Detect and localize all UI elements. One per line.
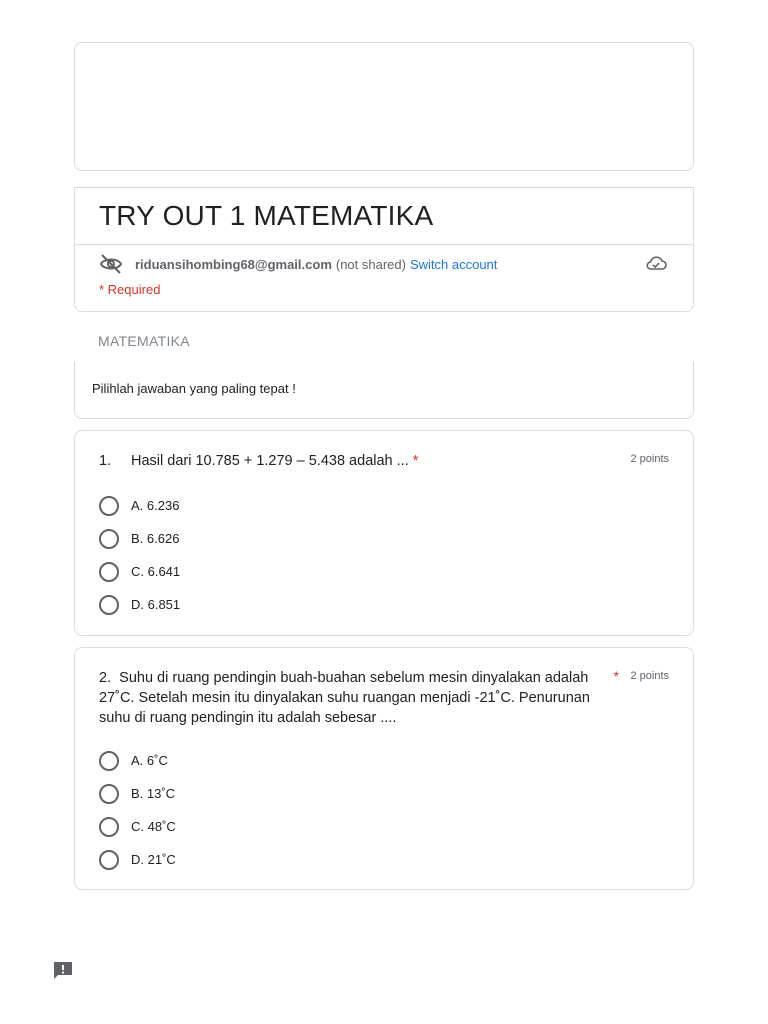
radio-option[interactable] — [99, 522, 180, 555]
question-number: 1. — [99, 453, 112, 469]
radio-button[interactable] — [99, 751, 119, 771]
account-email: riduansihombing68@gmail.com — [135, 256, 332, 272]
question-title — [99, 668, 609, 728]
question-text: Suhu di ruang pendingin buah-buahan sebelum mesin dinyalakan adalah 27˚C. Setelah mesin itu dinyalakan suhu ruangan menjadi -21˚C. Penurunan suhu di ruang pendingin itu adalah sebesar .... — [99, 670, 590, 726]
required-note: * Required — [99, 282, 161, 297]
radio-option-label: B. 13˚C — [131, 786, 176, 801]
radio-option[interactable] — [99, 810, 176, 843]
not-shared-note: (not shared) — [335, 256, 406, 272]
radio-button[interactable] — [99, 496, 119, 516]
required-star: * — [412, 453, 419, 469]
radio-option-label: C. 6.641 — [131, 564, 181, 579]
radio-option-label: D. 6.851 — [131, 597, 181, 612]
radio-option[interactable] — [99, 489, 180, 522]
radio-option-label: D. 21˚C — [131, 852, 176, 867]
radio-option-label: A. 6˚C — [131, 753, 168, 768]
question-text: Hasil dari 10.785 + 1.279 – 5.438 adalah ... — [131, 453, 409, 469]
section-title: MATEMATIKA — [98, 333, 190, 349]
form-title: TRY OUT 1 MATEMATIKA — [99, 200, 434, 231]
radio-option[interactable] — [99, 744, 176, 777]
radio-button[interactable] — [99, 817, 119, 837]
question-points: 2 points — [630, 453, 669, 465]
section-description-card — [74, 362, 694, 419]
cloud-check-icon — [645, 254, 667, 272]
radio-option-label: A. 6.236 — [131, 498, 180, 513]
section-description: Pilihlah jawaban yang paling tepat ! — [92, 381, 296, 396]
radio-group — [99, 489, 180, 621]
question-card-1 — [74, 430, 694, 636]
radio-option[interactable] — [99, 777, 176, 810]
radio-button[interactable] — [99, 850, 119, 870]
form-title-card — [74, 187, 694, 312]
question-title — [99, 451, 579, 471]
radio-button[interactable] — [99, 595, 119, 615]
radio-option[interactable] — [99, 555, 180, 588]
feedback-icon[interactable] — [52, 960, 74, 980]
question-card-2 — [74, 647, 694, 890]
radio-button[interactable] — [99, 562, 119, 582]
radio-option[interactable] — [99, 843, 176, 876]
radio-option[interactable] — [99, 588, 180, 621]
account-row — [99, 252, 673, 276]
form-header-banner — [74, 42, 694, 171]
question-points: 2 points — [630, 670, 669, 682]
question-number: 2. — [99, 670, 112, 686]
eye-off-icon — [99, 253, 123, 275]
radio-button[interactable] — [99, 529, 119, 549]
radio-option-label: B. 6.626 — [131, 531, 180, 546]
radio-option-label: C. 48˚C — [131, 819, 176, 834]
radio-button[interactable] — [99, 784, 119, 804]
switch-account-link[interactable]: Switch account — [409, 256, 498, 272]
radio-group — [99, 744, 176, 876]
required-star: * — [613, 668, 619, 684]
title-divider — [75, 244, 693, 245]
